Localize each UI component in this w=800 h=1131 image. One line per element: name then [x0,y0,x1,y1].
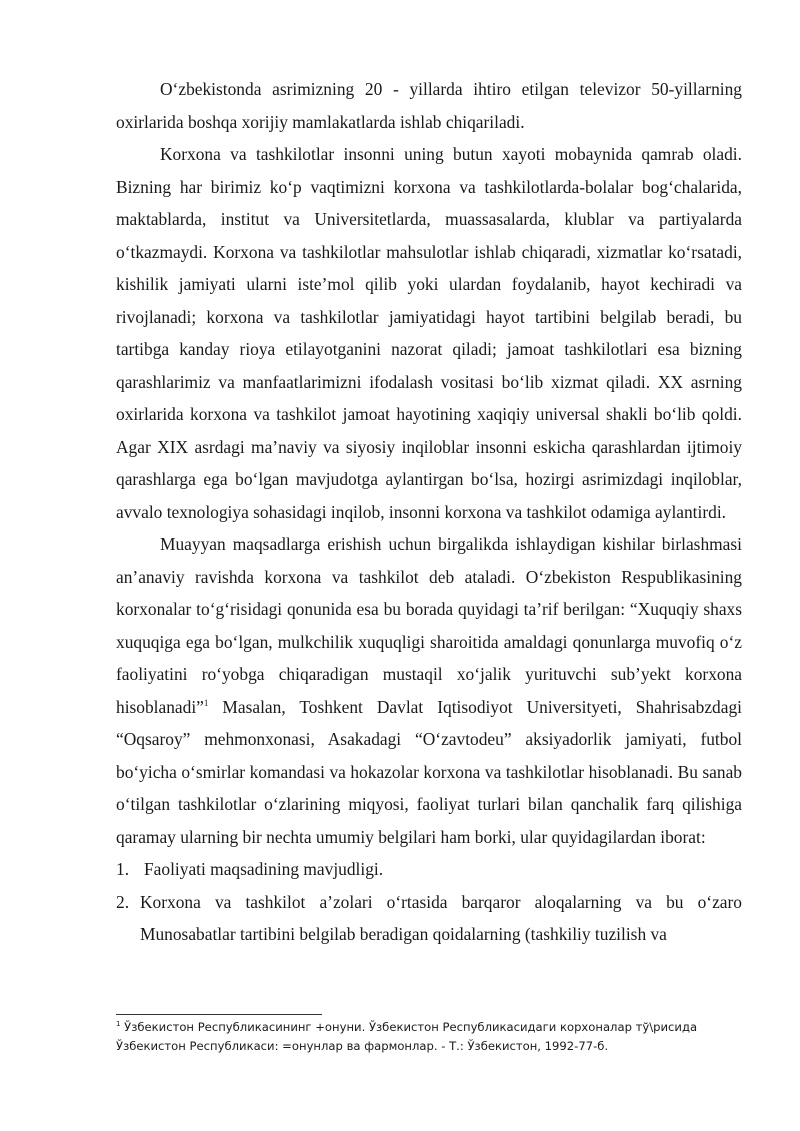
footnote-reference[interactable]: 1 [203,697,209,708]
list-item-1 [116,853,742,886]
list-item-text: Faoliyati maqsadining mavjudligi. [144,859,384,879]
list-number: 2. [116,891,130,912]
footnote [116,1018,746,1056]
list-number: 1. [116,859,130,879]
list-item-2 [116,886,742,951]
paragraph-3 [116,528,742,853]
footnote-mark: 1 [116,1020,121,1029]
paragraph-1: O‘zbekistonda asrimizning 20 - yillarda ihtiro etilgan televizor 50-yillarning oxirlarida boshqa xorijiy mamlakatlarda ishlab chiqariladi. [116,79,742,132]
list-item-text: Korxona va tashkilot a’zolari o‘rtasida barqaror aloqalarning va bu o‘zaro Munosabatlar tartibini belgilab beradigan qoidalarning (tashkiliy tuzilish va [140,891,742,944]
footnote-divider [116,1014,322,1015]
paragraph-3-continuation: Masalan, Toshkent Davlat Iqtisodiyot Universityeti, Shahrisabzdagi “Oqsaroy” mehmonxonasi, Asakadagi “O‘zavtodeu” aksiyadorlik jamiyati, futbol bo‘yicha o‘smirlar komandasi va hokazolar korxona va tashkilotlar hisoblanadi. Bu sanab o‘tilgan tashkilotlar o‘zlarining miqyosi, faoliyat turlari bilan qanchalik farq qilishiga qaramay ularning bir nechta umumiy belgilari ham borki, ular quyidagilardan iborat: [116,696,742,847]
paragraph-3-text: Muayyan maqsadlarga erishish uchun birgalikda ishlaydigan kishilar birlashmasi an’anaviy ravishda korxona va tashkilot deb ataladi. O‘zbekiston Respublikasining korxonalar to‘g‘risidagi qonunida esa bu borada quyidagi ta’rif berilgan: “Xuquqiy shaxs xuquqiga ega bo‘lgan, mulkchilik xuquqligi sharoitida amaldagi qonunlarga muvofiq o‘z faoliyatini ro‘yobga chiqaradigan mustaqil xo‘jalik yurituvchi sub’yekt korxona hisoblanadi” [116,534,742,717]
body-text [116,73,742,951]
paragraph-2: Korxona va tashkilotlar insonni uning butun xayoti mobaynida qamrab oladi. Bizning har birimiz ko‘p vaqtimizni korxona va tashkilotlarda-bolalar bog‘chalarida, maktablarda, institut va Universitetlarda, muassasalarda, klublar va partiyalarda o‘tkazmaydi. Korxona va tashkilotlar mahsulotlar ishlab chiqaradi, xizmatlar ko‘rsatadi, kishilik jamiyati ularni iste’mol qilib yoki ulardan foydalanib, hayot kechiradi va rivojlanadi; korxona va tashkilotlar jamiyatidagi hayot tartibini belgilab beradi, bu tartibga kanday rioya etilayotganini nazorat qiladi; jamoat tashkilotlari esa bizning qarashlarimiz va manfaatlarimizni ifodalash vositasi bo‘lib xizmat qiladi. XX asrning oxirlarida korxona va tashkilot jamoat hayotining xaqiqiy universal shakli bo‘lib qoldi. Agar XIX asrdagi ma’naviy va siyosiy inqiloblar insonni eskicha qarashlardan ijtimoiy qarashlarga ega bo‘lgan mavjudotga aylantirgan bo‘lsa, hozirgi asrimizdagi inqiloblar, avvalo texnologiya sohasidagi inqilob, insonni korxona va tashkilot odamiga aylantirdi. [116,144,742,522]
footnote-text: Ўзбекистон Республикасининг +онуни. Ўзбекистон Республикасидаги корхоналар тў\рисида Ўзбекистон Республикаси: =онунлар ва фармонлар. - Т.: Ўзбекистон, 1992-77-б. [116,1020,698,1053]
